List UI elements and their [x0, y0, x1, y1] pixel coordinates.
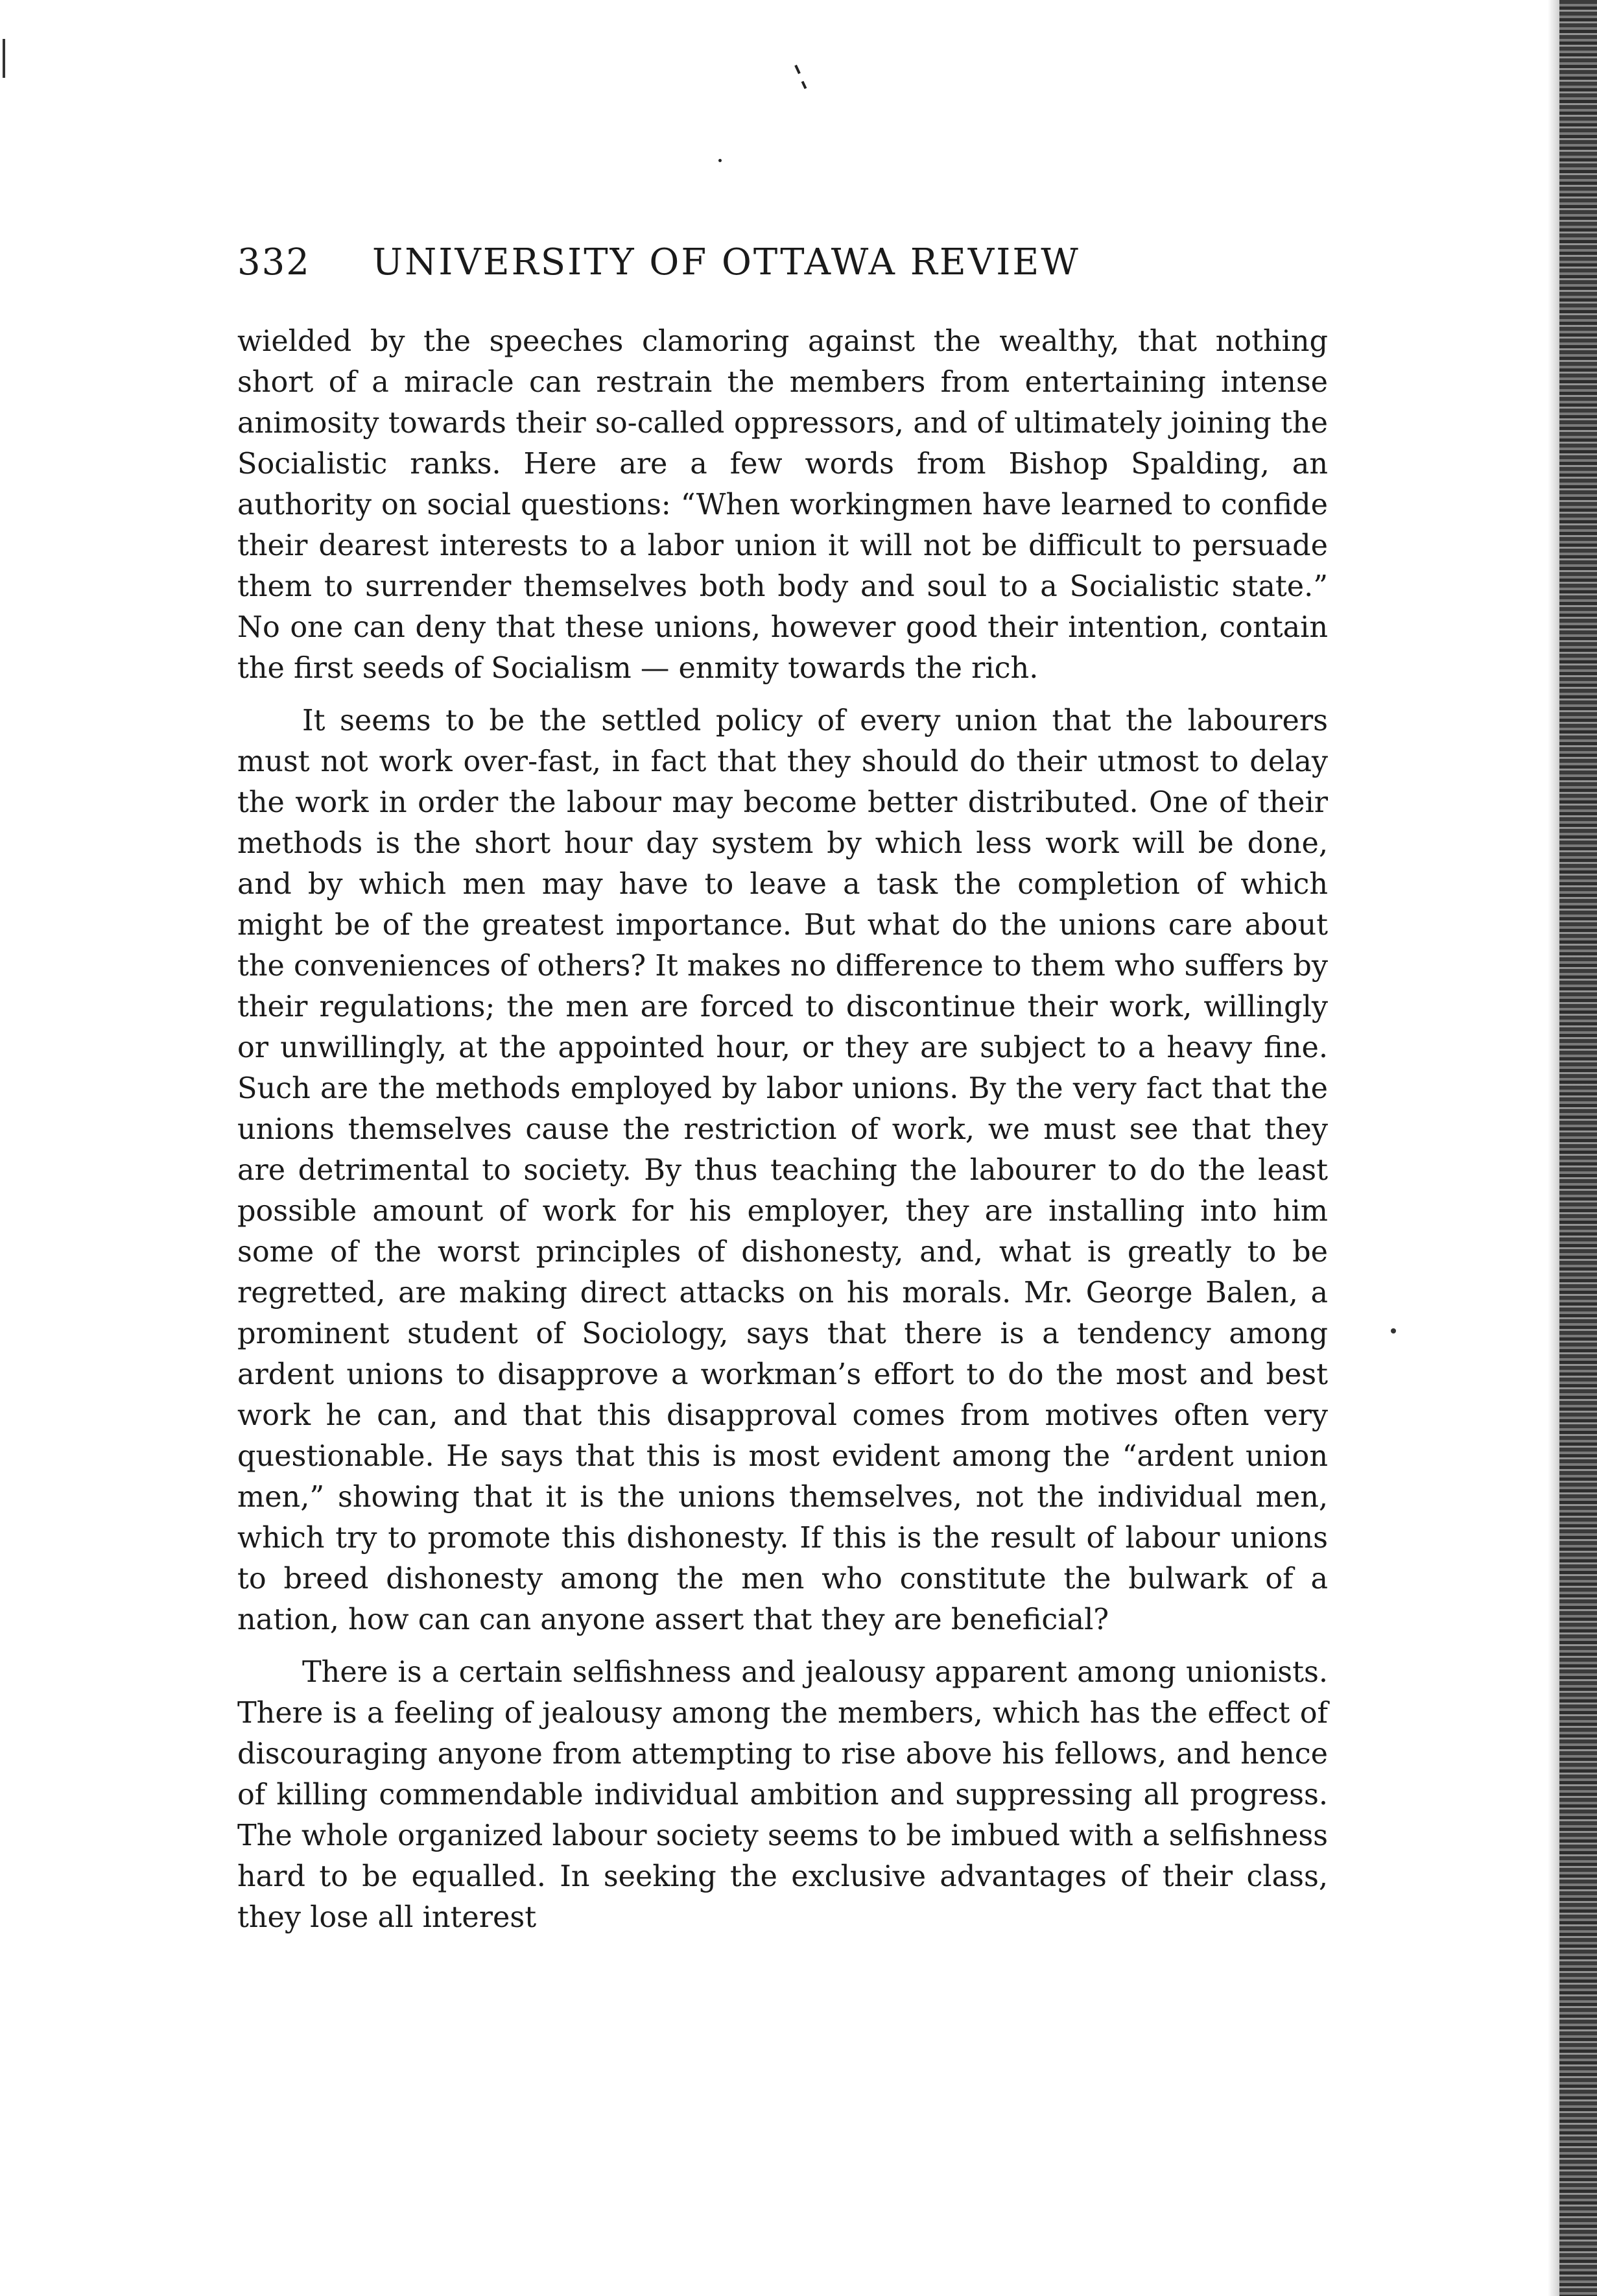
- margin-dot: [1391, 1328, 1396, 1333]
- page-number: 332: [237, 241, 311, 283]
- stray-mark: [718, 159, 722, 162]
- running-title: UNIVERSITY OF OTTAWA REVIEW: [372, 241, 1080, 283]
- binding-edge: [1559, 0, 1597, 2296]
- stray-mark: [794, 65, 801, 74]
- stray-mark: [801, 81, 807, 90]
- paragraph: It seems to be the settled policy of every union that the labourers must not work over-fast, in fact that they should do their utmost to delay the work in order the labour may become better distributed. One of their methods is the short hour day system by which less work will be done, and by which men may have to leave a task the completion of which might be of the greatest importance. But what do the unions care about the conveniences of others? It makes no difference to them who suffers by their regulations; the men are forced to discontinue their work, willingly or unwillingly, at the appointed hour, or they are subject to a heavy fine. Such are the methods employed by labor unions. By the very fact that the unions themselves cause the restriction of work, we must see that they are detrimental to society. By thus teaching the labourer to do the least possible amount of work for his employer, they are installing into him some of the worst principles of dishonesty, and, what is greatly to be regretted, are making direct attacks on his morals. Mr. George Balen, a prominent student of Sociology, says that there is a tendency among ardent unions to disapprove a workman’s effort to do the most and best work he can, and that this disapproval comes from motives often very questionable. He says that this is most evident among the “ardent union men,” showing that it is the unions themselves, not the individual men, which try to promote this dishonesty. If this is the result of labour unions to breed dishonesty among the men who constitute the bulwark of a nation, how can can anyone assert that they are beneficial?: [237, 704, 1328, 1636]
- body-text: [237, 321, 1328, 1938]
- paragraph: There is a certain selfishness and jealousy apparent among unionists. There is a feeling of jealousy among the members, which has the effect of discouraging anyone from attempting to rise above his fellows, and hence of killing commendable individual ambition and suppressing all progress. The whole organized labour society seems to be imbued with a selfishness hard to be equalled. In seeking the exclusive advantages of their class, they lose all interest: [237, 1656, 1328, 1934]
- paragraph: wielded by the speeches clamoring against the wealthy, that nothing short of a miracle can restrain the members from entertaining intense animosity towards their so-called oppressors, and of ultimately joining the Socialistic ranks. Here are a few words from Bishop Spalding, an authority on social questions: “When workingmen have learned to confide their dearest interests to a labor union it will not be difficult to persuade them to surrender themselves both body and soul to a Socialistic state.” No one can deny that these unions, however good their intention, contain the first seeds of Socialism — enmity towards the rich.: [237, 325, 1328, 685]
- page-edge-mark: [3, 39, 5, 78]
- binding-shadow: [1548, 0, 1559, 2296]
- page-header: [237, 241, 1327, 300]
